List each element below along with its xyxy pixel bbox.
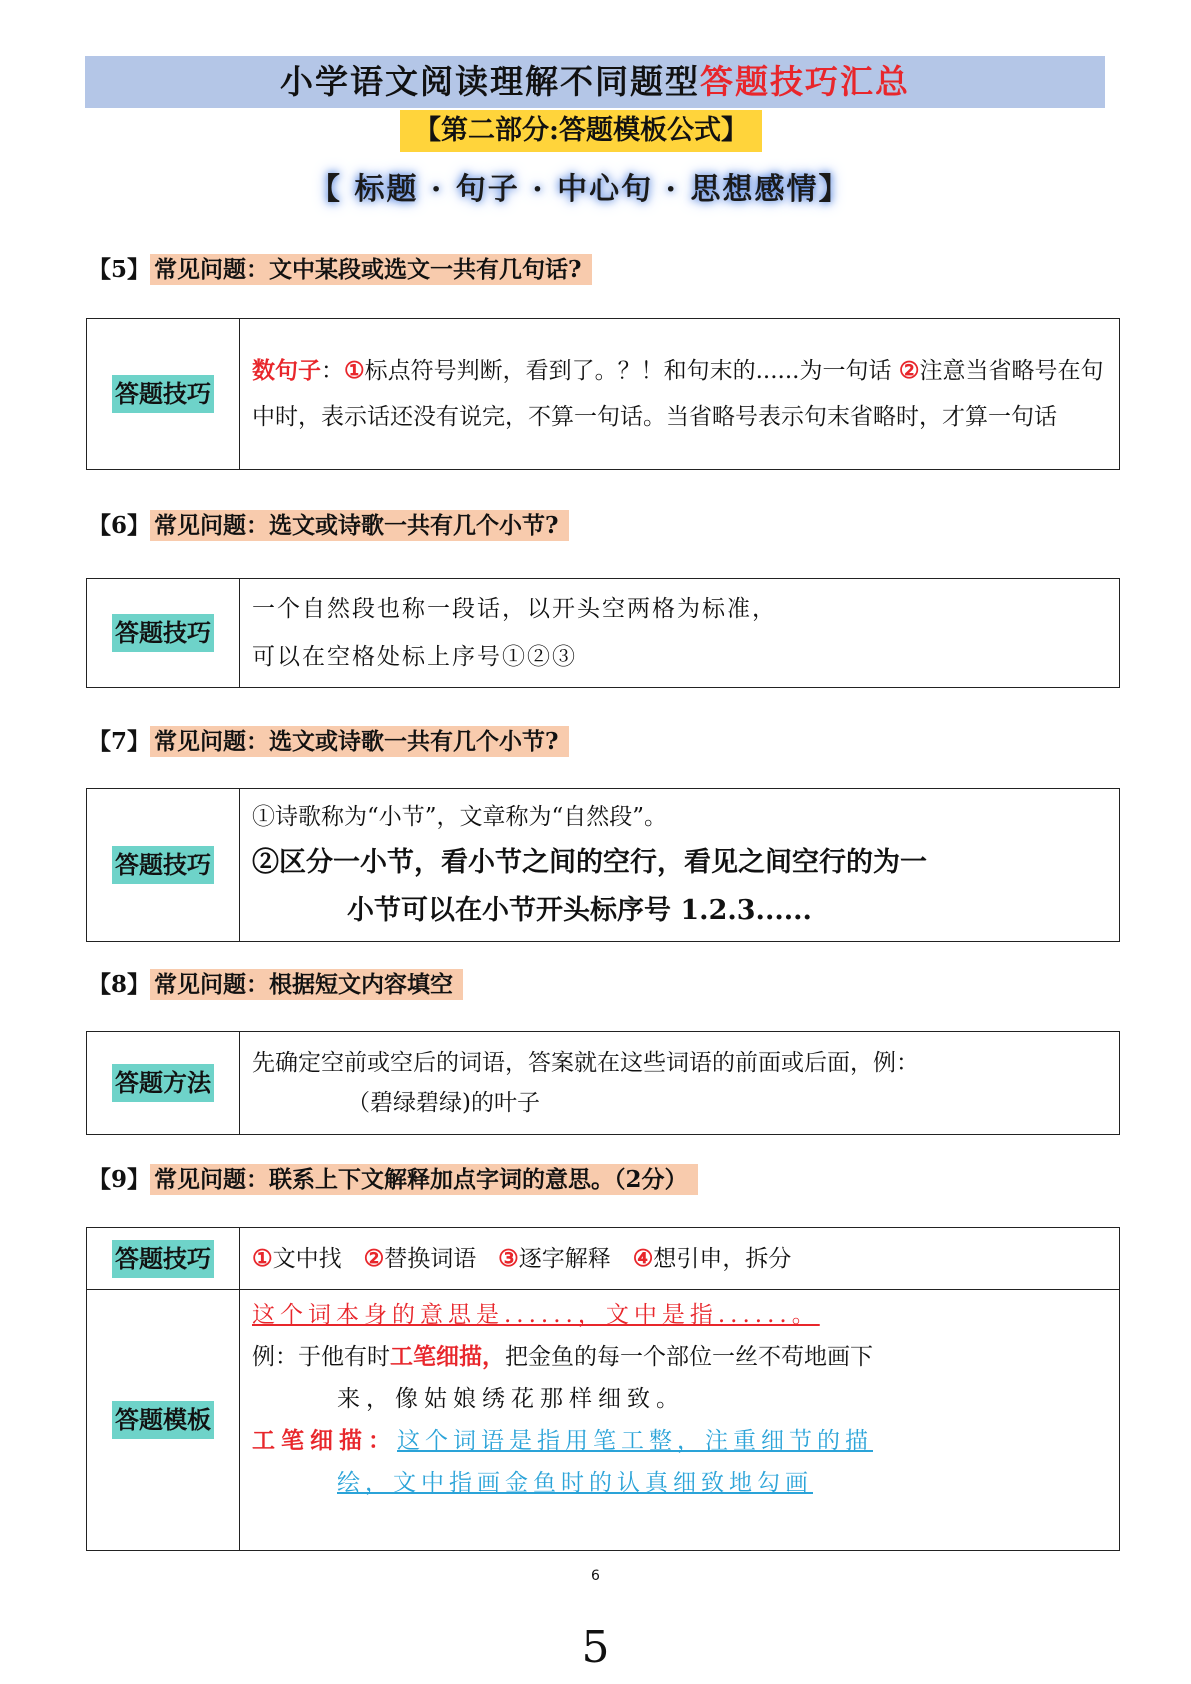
circle-num: ③ <box>498 1244 519 1272</box>
title-red: 答题技巧汇总 <box>700 62 910 101</box>
label-tag: 答题技巧 <box>112 846 214 884</box>
example-prefix: 例：于他有时 <box>252 1344 390 1370</box>
answer-line: 一个自然段也称一段话，以开头空两格为标准， <box>252 596 777 622</box>
question-7 <box>88 722 569 762</box>
tips-content <box>240 1228 1120 1290</box>
page-number-large: 5 <box>581 1622 610 1673</box>
template-content <box>240 1290 1120 1551</box>
answer-line: ②区分一小节，看小节之间的空行，看见之间空行的为一 <box>252 847 927 878</box>
answer-box-6 <box>86 578 1120 688</box>
explain-line: 绘，文中指画金鱼时的认真细致地勾画 <box>337 1470 813 1496</box>
answer-line: ①诗歌称为“小节”，文章称为“自然段”。 <box>252 804 668 830</box>
circle-num: ② <box>363 1244 385 1272</box>
label-tag: 答题方法 <box>112 1064 214 1102</box>
answer-box-7 <box>86 788 1120 942</box>
topics-heading: 【 标题 · 句子 · 中心句 · 思想感情】 <box>310 172 851 207</box>
example-term: 工笔细描， <box>390 1343 505 1370</box>
subtitle: 【第二部分:答题模板公式】 <box>400 110 762 152</box>
answer-content <box>240 579 1120 688</box>
answer-content <box>240 789 1120 942</box>
question-9 <box>88 1160 698 1200</box>
answer-box-8 <box>86 1031 1120 1135</box>
explain-term: 工笔细描： <box>252 1427 397 1454</box>
answer-box-9 <box>86 1227 1120 1551</box>
answer-line: 先确定空前或空后的词语，答案就在这些词语的前面或后面，例： <box>252 1050 919 1076</box>
question-text: 常见问题：根据短文内容填空 <box>150 969 463 1000</box>
answer-text: 标点符号判断，看到了。？！和句末的......为一句话 <box>364 358 892 384</box>
page-title <box>85 56 1105 108</box>
question-text: 常见问题：选文或诗歌一共有几个小节? <box>150 510 568 541</box>
answer-box-5 <box>86 318 1120 470</box>
template-formula: 这个词本身的意思是......，文中是指......。 <box>252 1302 820 1328</box>
answer-line: 可以在空格处标上序号①②③ <box>252 644 577 670</box>
question-8 <box>88 965 463 1005</box>
question-5 <box>88 250 592 290</box>
explain-line <box>252 1420 1107 1462</box>
circle-num: ④ <box>632 1244 654 1272</box>
question-number: 【6】 <box>88 512 151 539</box>
label-cell <box>87 319 240 470</box>
page-number-small: 6 <box>591 1568 600 1584</box>
tip-text: 逐字解释 <box>518 1245 611 1272</box>
circle-num: ① <box>252 1244 273 1272</box>
tip-text: 想引申，拆分 <box>653 1245 792 1272</box>
example-text: 把金鱼的每一个部位一丝不苟地画下 <box>505 1344 873 1370</box>
question-number: 【9】 <box>88 1166 151 1193</box>
label-cell <box>87 1290 240 1551</box>
title-black: 小学语文阅读理解不同题型 <box>280 62 700 101</box>
circle-num: ② <box>898 357 920 384</box>
label-cell <box>87 1228 240 1290</box>
tip-text: 文中找 <box>272 1245 342 1272</box>
label-cell <box>87 1032 240 1135</box>
question-text: 常见问题：文中某段或选文一共有几句话? <box>150 254 591 285</box>
question-number: 【5】 <box>88 256 151 283</box>
example-line <box>252 1336 1107 1378</box>
tip-text: 替换词语 <box>384 1245 477 1272</box>
answer-content: 数句子：①标点符号判断，看到了。？！和句末的......为一句话 ②注意当省略号在句中时，表示话还没有说完，不算一句话。当省略号表示句末省略时，才算一句话 <box>240 319 1120 470</box>
answer-content <box>240 1032 1120 1135</box>
lead-term: 数句子 <box>252 357 321 384</box>
label-cell <box>87 789 240 942</box>
answer-line: 小节可以在小节开头标序号 1.2.3...... <box>347 895 812 926</box>
question-6 <box>88 506 569 546</box>
answer-line: （碧绿碧绿)的叶子 <box>347 1090 540 1116</box>
question-text: 常见问题：联系上下文解释加点字词的意思。（2分） <box>150 1164 698 1195</box>
label-tag: 答题技巧 <box>112 375 214 413</box>
question-number: 【7】 <box>88 728 151 755</box>
label-tag: 答题技巧 <box>112 1240 214 1278</box>
label-cell <box>87 579 240 688</box>
circle-num: ① <box>344 357 365 384</box>
label-tag: 答题模板 <box>112 1401 214 1439</box>
label-tag: 答题技巧 <box>112 614 214 652</box>
example-line: 来，像姑娘绣花那样细致。 <box>337 1386 685 1412</box>
explain-text: 这个词语是指用笔工整，注重细节的描 <box>397 1428 873 1454</box>
question-number: 【8】 <box>88 971 151 998</box>
question-text: 常见问题：选文或诗歌一共有几个小节? <box>150 726 568 757</box>
answer-text: 注意当省略号在句中时，表示话还没有说完，不算一句话。当省略号表示句末省略时，才算一句话 <box>252 358 1104 430</box>
